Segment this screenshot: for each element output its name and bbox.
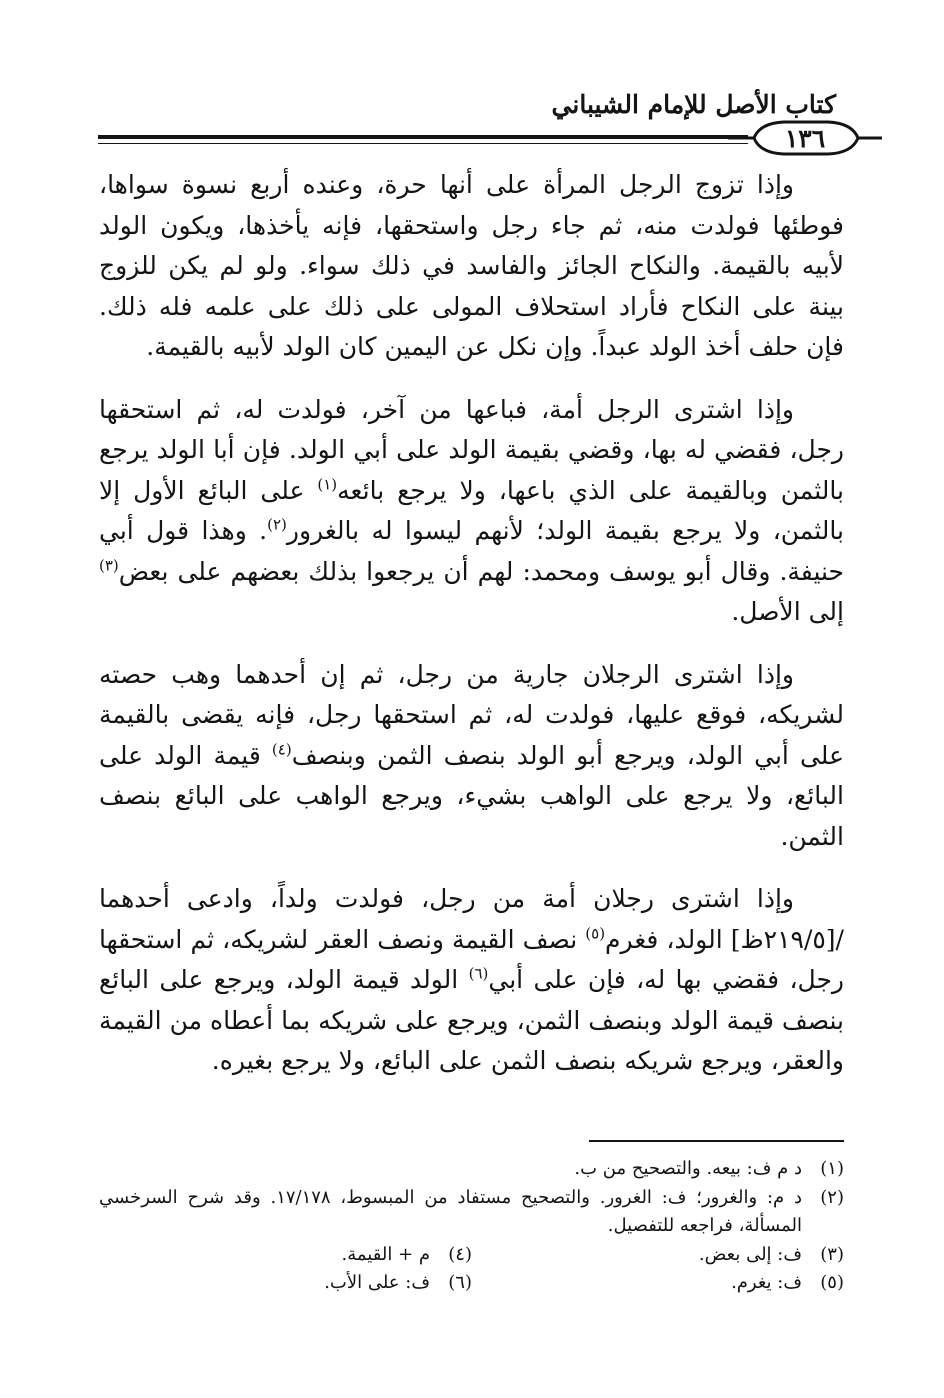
footnote-separator [589, 1140, 844, 1142]
header-rule-thin [98, 143, 748, 144]
footnote-ref-6[interactable]: (٦) [468, 964, 489, 983]
footnote-3 [472, 1241, 844, 1270]
footnote-ref-5[interactable]: (٥) [585, 924, 606, 943]
paragraph-text: وإذا اشترى رجلان أمة من رجل، فولدت ولداً، وادعى أحدهما /[٢١٩/٥ظ] الولد، فغرم [99, 884, 844, 954]
paragraph-text: نصف القيمة ونصف العقر لشريكه، ثم استحقها رجل، فقضي بها له، فإن على أبي [99, 924, 844, 994]
paragraph-4 [99, 879, 844, 1082]
footnote-text: د م ف: بيعه. والتصحيح من ب. [574, 1158, 802, 1179]
footnote-text: ف: يغرم. [731, 1272, 802, 1293]
footnote-number: (١) [820, 1158, 844, 1179]
footnote-text: م + القيمة. [341, 1243, 430, 1265]
footnote-number: (٢) [820, 1186, 844, 1208]
footnote-text: ف: إلى بعض. [698, 1243, 802, 1265]
footnote-row [99, 1241, 844, 1270]
page-number: ١٣٦ [784, 124, 826, 153]
paragraph-text: . وهذا قول أبي حنيفة. وقال أبو يوسف ومحمد: لهم أن يرجعوا بذلك بعضهم على بعض [99, 516, 844, 586]
footnote-text: د م: والغرور؛ ف: الغرور. والتصحيح مستفاد من المبسوط، ١٧/١٧٨. وقد شرح السرخسي المسألة، فراجعه للتفصيل. [99, 1186, 802, 1236]
footnote-ref-3[interactable]: (٣) [99, 556, 119, 575]
page-number-badge [724, 117, 886, 159]
paragraph-text: الولد قيمة الولد، ويرجع على البائع بنصف قيمة الولد وبنصف الثمن، ويرجع على شريكه بما أعطاه من القيمة والعقر، ويرجع شريكه بنصف الثمن على البائع، ولا يرجع بغيره. [99, 965, 844, 1075]
footnote-ref-4[interactable]: (٤) [271, 740, 292, 759]
footnote-ref-2[interactable]: (٢) [267, 515, 287, 534]
footnote-number: (٥) [820, 1272, 844, 1293]
paragraph-text: وإذا اشترى الرجلان جارية من رجل، ثم إن أحدهما وهب حصته لشريكه، فوقع عليها، فولدت له، ثم استحقها رجل، فإنه يقضى بالقيمة على أبي الولد، ويرجع أبو الولد بنصف الثمن وبنصف [99, 659, 844, 770]
paragraph-text: وإذا تزوج الرجل المرأة على أنها حرة، وعنده أربع نسوة سواها، فوطئها فولدت منه، ثم جاء رجل واستحقها، فإنه يأخذها، ويكون الولد لأبيه بالقيمة. والنكاح الجائز والفاسد في ذلك سواء. ولو لم يكن للزوج بينة على النكاح فأراد استحلاف المولى على ذلك على علمه فله ذلك. فإن حلف أخذ الولد عبداً. وإن نكل عن اليمين كان الولد لأبيه بالقيمة. [99, 170, 844, 361]
main-text [99, 165, 844, 1104]
paragraph-1 [99, 165, 844, 368]
paragraph-text: قيمة الولد على البائع، ولا يرجع على الواهب بشيء، ويرجع الواهب على البائع بنصف الثمن. [99, 740, 844, 851]
footnote-6 [100, 1269, 472, 1298]
footnote-ref-1[interactable]: (١) [317, 475, 338, 494]
footnote-2 [99, 1184, 844, 1241]
paragraph-text: وإذا اشترى الرجل أمة، فباعها من آخر، فولدت له، ثم استحقها رجل، فقضي له بها، وقضي بقيمة الولد على أبي الولد. فإن أبا الولد يرجع بالثمن وبالقيمة على الذي باعها، ولا يرجع بائعه [99, 394, 844, 505]
paragraph-3 [99, 655, 844, 858]
paragraph-text: إلى الأصل. [731, 597, 844, 626]
footnotes [99, 1155, 844, 1298]
footnote-1 [99, 1155, 844, 1184]
footnote-4 [100, 1241, 472, 1270]
paragraph-2 [99, 390, 844, 633]
header-rule-thick [98, 135, 748, 139]
running-header-title: كتاب الأصل للإمام الشيباني [551, 90, 836, 119]
footnote-text: ف: على الأب. [324, 1272, 430, 1293]
footnote-row [99, 1269, 844, 1298]
footnote-number: (٤) [448, 1243, 472, 1265]
footnote-5 [472, 1269, 844, 1298]
paragraph-text: على البائع الأول إلا بالثمن، ولا يرجع بقيمة الولد؛ لأنهم ليسوا له بالغرور [99, 475, 844, 545]
footnote-number: (٦) [448, 1272, 472, 1293]
footnote-number: (٣) [820, 1243, 844, 1265]
